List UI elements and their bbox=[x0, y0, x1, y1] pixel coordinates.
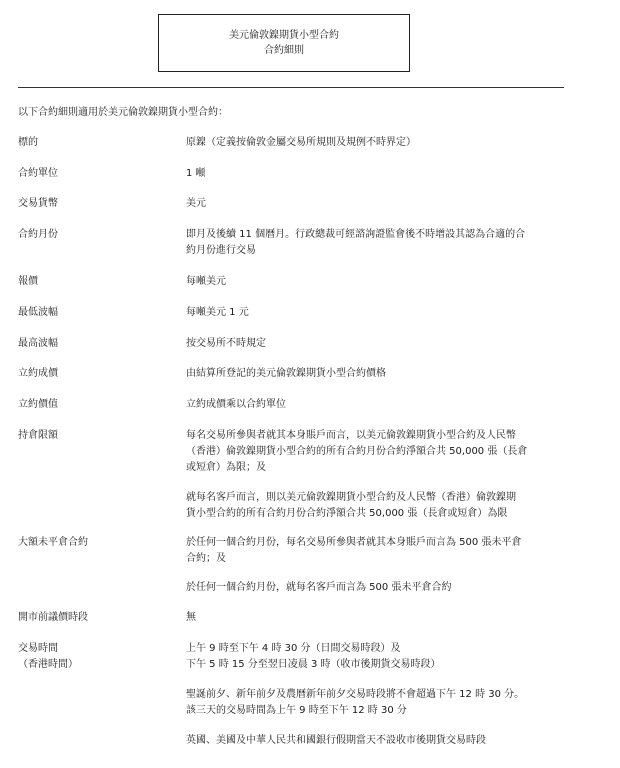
spec-label: 立約價值 bbox=[18, 399, 58, 410]
document-subtitle: 合約細則 bbox=[264, 45, 304, 56]
spec-label: 標的 bbox=[18, 137, 38, 148]
spec-value-line: 每名交易所參與者就其本身賬戶而言，以美元倫敦鎳期貨小型合約及人民幣 bbox=[186, 430, 516, 441]
spec-value-line: 即月及後續 11 個曆月。行政總裁可經諮詢證監會後不時增設其認為合適的合 bbox=[186, 229, 526, 240]
spec-value-line: 或短倉）為限；及 bbox=[186, 462, 266, 473]
spec-label: 立約成價 bbox=[18, 368, 58, 379]
spec-value: 按交易所不時規定 bbox=[186, 338, 266, 349]
spec-value-line: 於任何一個合約月份，就每名客戶而言為 500 張未平倉合約 bbox=[186, 582, 452, 593]
spec-label: 持倉限額 bbox=[18, 430, 58, 441]
spec-value-line: 下午 5 時 15 分至翌日凌晨 3 時（收市後期貨交易時段） bbox=[186, 659, 441, 670]
spec-value bbox=[186, 641, 588, 749]
spec-label: 交易貨幣 bbox=[18, 198, 58, 209]
spec-value-line: 上午 9 時至下午 4 時 30 分（日間交易時段）及 bbox=[186, 643, 401, 654]
spec-value-line: 於任何一個合約月份，每名交易所參與者就其本身賬戶而言為 500 張未平倉 bbox=[186, 537, 522, 548]
spec-paragraph bbox=[186, 490, 588, 522]
spec-paragraph bbox=[186, 687, 588, 719]
spec-value: 立約成價乘以合約單位 bbox=[186, 399, 286, 410]
spec-value-line: 合約；及 bbox=[186, 553, 226, 564]
spec-label: 開市前議價時段 bbox=[18, 612, 88, 623]
spec-value bbox=[186, 535, 588, 596]
spec-label: 合約月份 bbox=[18, 229, 58, 240]
spec-value-line: （香港）倫敦鎳期貨小型合約的所有合約月份合約淨額合共 50,000 張（長倉 bbox=[186, 446, 528, 457]
spec-label: 最低波幅 bbox=[18, 307, 58, 318]
spec-label-line: 交易時間 bbox=[18, 643, 58, 654]
spec-value-line: 貨小型合約的所有合約月份合約淨額合共 50,000 張（長倉或短倉）為限 bbox=[186, 508, 508, 519]
spec-label: 合約單位 bbox=[18, 168, 58, 179]
spec-label-line: （香港時間） bbox=[18, 659, 78, 670]
spec-paragraph bbox=[186, 428, 588, 476]
spec-value: 原鎳（定義按倫敦金屬交易所規則及規例不時界定） bbox=[186, 137, 416, 148]
spec-label bbox=[18, 641, 168, 673]
spec-value: 美元 bbox=[186, 198, 206, 209]
spec-value: 每噸美元 1 元 bbox=[186, 307, 249, 318]
spec-value-line: 約月份進行交易 bbox=[186, 245, 256, 256]
spec-value-line: 就每名客戶而言，則以美元倫敦鎳期貨小型合約及人民幣（香港）倫敦鎳期 bbox=[186, 492, 516, 503]
intro-text: 以下合約細則適用於美元倫敦鎳期貨小型合約： bbox=[18, 107, 228, 118]
spec-value bbox=[186, 227, 588, 259]
document-title: 美元倫敦鎳期貨小型合約 bbox=[229, 30, 339, 41]
spec-value: 1 噸 bbox=[186, 168, 206, 179]
spec-value: 每噸美元 bbox=[186, 276, 226, 287]
spec-label: 最高波幅 bbox=[18, 338, 58, 349]
spec-value-line: 該三天的交易時間為上午 9 時至下午 12 時 30 分 bbox=[186, 705, 407, 716]
spec-paragraph bbox=[186, 641, 588, 673]
document-title-box bbox=[158, 14, 410, 72]
spec-value: 無 bbox=[186, 612, 196, 623]
spec-value bbox=[186, 428, 588, 522]
spec-value-line: 聖誕前夕、新年前夕及農曆新年前夕交易時段將不會超過下午 12 時 30 分。 bbox=[186, 689, 525, 700]
spec-value: 由結算所登記的美元倫敦鎳期貨小型合約價格 bbox=[186, 368, 386, 379]
spec-label: 報價 bbox=[18, 276, 38, 287]
spec-paragraph bbox=[186, 580, 588, 596]
header-divider bbox=[18, 87, 564, 88]
spec-paragraph bbox=[186, 733, 588, 749]
spec-paragraph bbox=[186, 535, 588, 567]
spec-label: 大額未平倉合約 bbox=[18, 537, 88, 548]
spec-value-line: 英國、美國及中華人民共和國銀行假期當天不設收市後期貨交易時段 bbox=[186, 735, 486, 746]
